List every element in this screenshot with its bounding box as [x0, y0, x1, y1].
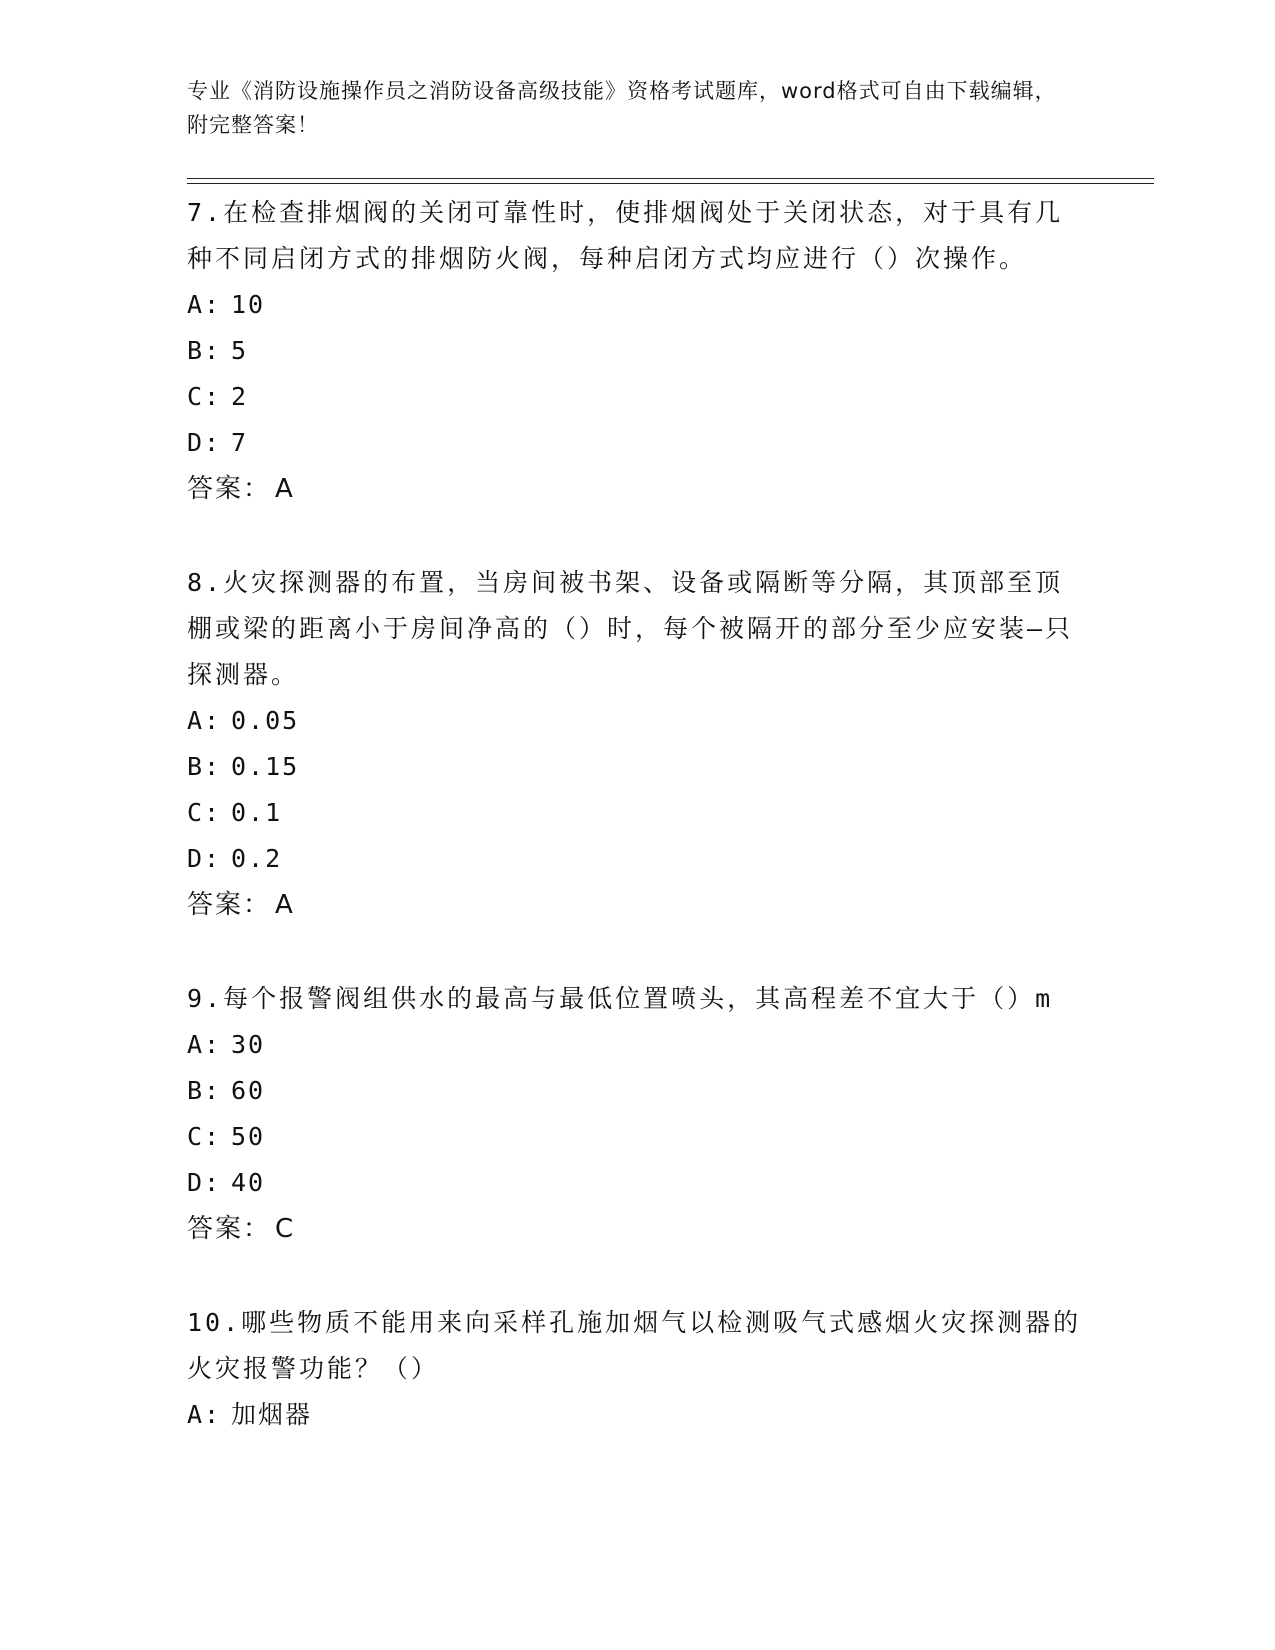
option-text: 7	[231, 428, 249, 457]
question-stem: 9.每个报警阀组供水的最高与最低位置喷头，其高程差不宜大于（）m	[187, 984, 1054, 1013]
answer-value: A	[275, 890, 295, 920]
option-key: C:	[187, 798, 222, 827]
option-key: A:	[187, 1400, 222, 1429]
option-key: B:	[187, 752, 222, 781]
option-text: 2	[231, 382, 249, 411]
question-8	[187, 560, 1087, 928]
option-d	[187, 836, 1087, 882]
option-a	[187, 1022, 1087, 1068]
option-text: 40	[231, 1168, 266, 1197]
option-key: C:	[187, 382, 222, 411]
answer-label: 答案：	[187, 474, 272, 504]
header-divider-top	[187, 178, 1154, 179]
option-d	[187, 420, 1087, 466]
question-stem: 7.在检查排烟阀的关闭可靠性时，使排烟阀处于关闭状态，对于具有几种不同启闭方式的排烟防火阀，每种启闭方式均应进行（）次操作。	[187, 198, 1064, 273]
option-b	[187, 744, 1087, 790]
option-key: B:	[187, 336, 222, 365]
option-a	[187, 282, 1087, 328]
answer-value: A	[275, 474, 295, 504]
option-key: D:	[187, 1168, 222, 1197]
answer-line	[187, 466, 1087, 512]
option-key: D:	[187, 428, 222, 457]
option-key: D:	[187, 844, 222, 873]
document-header	[187, 74, 1067, 142]
option-text: 加烟器	[231, 1400, 313, 1429]
question-stem: 10.哪些物质不能用来向采样孔施加烟气以检测吸气式感烟火灾探测器的火灾报警功能？（）	[187, 1308, 1082, 1383]
option-text: 0.2	[231, 844, 283, 873]
option-text: 0.15	[231, 752, 300, 781]
question-list	[187, 190, 1087, 1486]
option-c	[187, 374, 1087, 420]
header-text: 专业《消防设施操作员之消防设备高级技能》资格考试题库，word格式可自由下载编辑，附完整答案！	[187, 79, 1057, 137]
option-key: B:	[187, 1076, 222, 1105]
option-text: 60	[231, 1076, 266, 1105]
option-text: 0.05	[231, 706, 300, 735]
option-a	[187, 698, 1087, 744]
header-divider-bottom	[187, 183, 1154, 184]
answer-label: 答案：	[187, 1214, 272, 1244]
option-key: C:	[187, 1122, 222, 1151]
option-text: 50	[231, 1122, 266, 1151]
option-text: 0.1	[231, 798, 283, 827]
option-text: 5	[231, 336, 249, 365]
option-key: A:	[187, 1030, 222, 1059]
answer-line	[187, 882, 1087, 928]
option-text: 10	[231, 290, 266, 319]
option-key: A:	[187, 706, 222, 735]
option-c	[187, 1114, 1087, 1160]
option-a	[187, 1392, 1087, 1438]
answer-label: 答案：	[187, 890, 272, 920]
option-b	[187, 1068, 1087, 1114]
question-10	[187, 1300, 1087, 1438]
option-d	[187, 1160, 1087, 1206]
question-stem: 8.火灾探测器的布置，当房间被书架、设备或隔断等分隔，其顶部至顶棚或梁的距离小于房间净高的（）时，每个被隔开的部分至少应安装—只探测器。	[187, 568, 1074, 689]
question-9	[187, 976, 1087, 1252]
answer-value: C	[275, 1214, 296, 1244]
option-b	[187, 328, 1087, 374]
answer-line	[187, 1206, 1087, 1252]
option-c	[187, 790, 1087, 836]
question-7	[187, 190, 1087, 512]
option-key: A:	[187, 290, 222, 319]
option-text: 30	[231, 1030, 266, 1059]
